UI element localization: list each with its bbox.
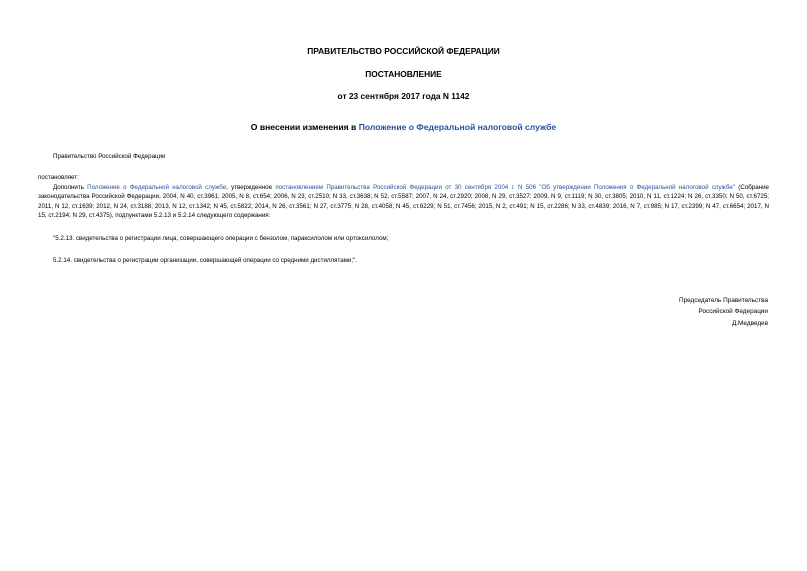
- signature-name: Д.Медведев: [731, 319, 768, 327]
- intro-paragraph: Правительство Российской Федерации: [53, 153, 166, 160]
- resolution-link[interactable]: постановлением Правительства Российской Федерации от 30 сентября 2004 г. N 506 "Об утверждении Положения о Федеральной налоговой службе": [275, 184, 736, 191]
- government-heading: ПРАВИТЕЛЬСТВО РОССИЙСКОЙ ФЕДЕРАЦИИ: [307, 46, 500, 56]
- signature-title: Председатель Правительства: [679, 297, 768, 304]
- subclause-5-2-13: "5.2.13. свидетельства о регистрации лица, совершающего операции с бензолом, параксилолом или ортоксилолом;: [53, 235, 389, 242]
- date-number-heading: от 23 сентября 2017 года N 1142: [337, 91, 470, 101]
- regulation-link[interactable]: Положение о Федеральной налоговой службе: [87, 184, 227, 191]
- title-link[interactable]: Положение о Федеральной налоговой службе: [358, 122, 557, 132]
- document-title: [0, 122, 807, 132]
- decree-paragraph: постановляет:: [38, 174, 79, 181]
- title-prefix: О внесении изменения в: [250, 122, 359, 132]
- main-paragraph: [38, 183, 769, 220]
- main-text-3: (Собрание законодательства Российской Федерации, 2004, N 40, ст.3961; 2005, N 8, ст.654; 2006, N 23, ст.2510; N 33, ст.3638; N 52, ст.5587; 2007, N 24, ст.2920; 2008, N 29, ст.3527; 2009, N 9, ст.1119; N 30, ст.3805; 2010, N 11, ст.1224; N 26, ст.3350; N 50, ст.6725; 2011, N 12, ст.1639; 2012, N 24, ст.3188; 2013, N 12, ст.1342; N 45, ст.5822; 2014, N 26, ст.3561; N 27, ст.3775; N 28, ст.4058; N 45, ст.6229; N 51, ст.7456; 2015, N 2, ст.491; N 15, ст.2286; N 33, ст.4839; 2016, N 7, ст.985; N 17, ст.2399; N 47, ст.6654; 2017, N 15, ст.2194; N 29, ст.4375), подпунктами 5.2.13 и 5.2.14 следующего содержания:: [38, 184, 769, 219]
- document-type-heading: ПОСТАНОВЛЕНИЕ: [365, 69, 442, 79]
- main-text-1: Дополнить: [53, 184, 88, 191]
- main-text-2: , утвержденное: [226, 184, 276, 191]
- subclause-5-2-14: 5.2.14. свидетельства о регистрации организации, совершающей операции со средними дистиллятами;".: [53, 257, 358, 264]
- signature-block: [568, 295, 768, 329]
- signature-country: Российской Федерации: [698, 308, 768, 316]
